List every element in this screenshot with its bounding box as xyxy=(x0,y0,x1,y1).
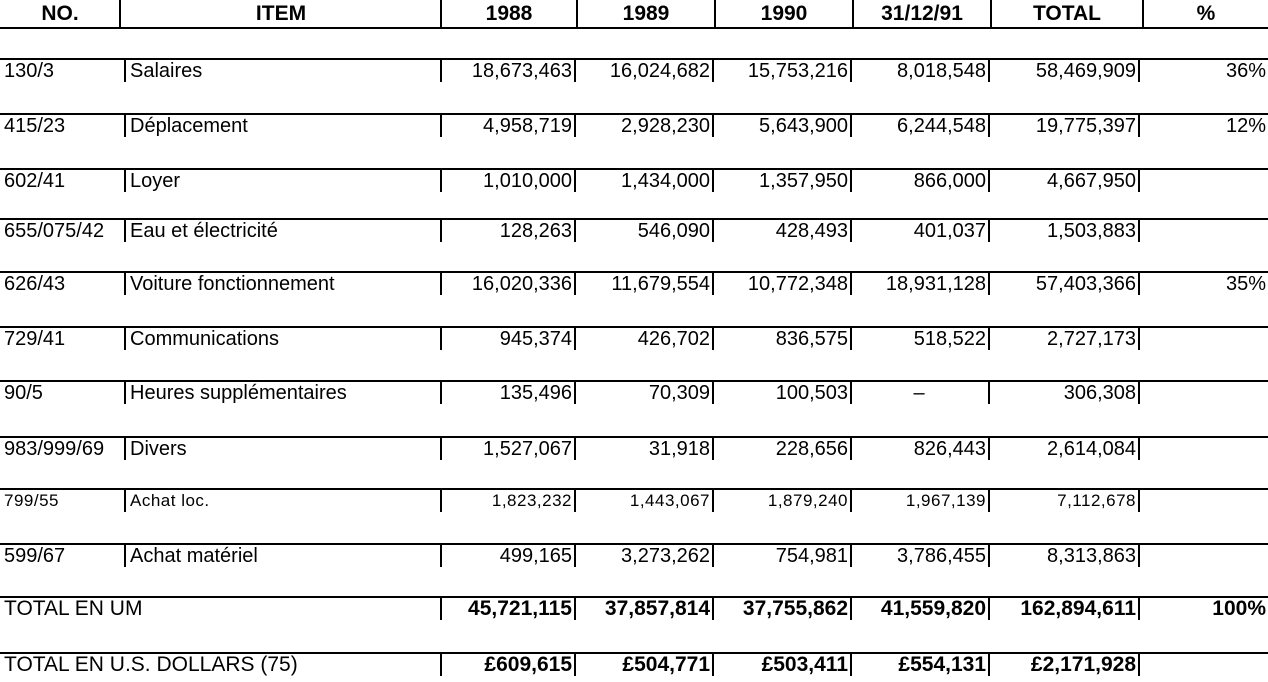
value-1990: 15,753,216 xyxy=(747,60,848,82)
value-pct: 36% xyxy=(1225,60,1266,82)
table-header xyxy=(0,0,1268,28)
cell-divider xyxy=(124,490,126,512)
value-1991: 401,037 xyxy=(913,220,986,242)
cell-divider xyxy=(124,60,126,82)
row-no: 655/075/42 xyxy=(4,220,105,242)
table-row xyxy=(0,436,1268,460)
table-row xyxy=(0,58,1268,82)
value-pct xyxy=(1140,326,1266,350)
value-1988: 128,263 xyxy=(499,220,572,242)
value-total: 306,308 xyxy=(1063,382,1136,404)
value-1990: 836,575 xyxy=(775,328,848,350)
total-um-pct: 100% xyxy=(1212,597,1266,620)
value-total: 8,313,863 xyxy=(1047,545,1136,567)
row-item: Achat loc. xyxy=(130,491,210,510)
cell-divider xyxy=(124,328,126,350)
total-um-1991: 41,559,820 xyxy=(880,597,986,620)
value-total: 58,469,909 xyxy=(1035,60,1136,82)
row-item: Déplacement xyxy=(130,115,248,137)
value-pct: 35% xyxy=(1225,273,1266,295)
value-1990: 1,879,240 xyxy=(767,491,848,510)
value-total: 4,667,950 xyxy=(1047,170,1136,192)
row-item: Salaires xyxy=(130,60,203,82)
cell-divider xyxy=(124,382,126,404)
value-total: 2,727,173 xyxy=(1047,328,1136,350)
row-no: 729/41 xyxy=(4,328,66,350)
value-1991: – xyxy=(913,382,925,404)
value-1989: 546,090 xyxy=(637,220,710,242)
value-total: 1,503,883 xyxy=(1047,220,1136,242)
value-1989: 1,434,000 xyxy=(621,170,710,192)
value-pct xyxy=(1140,488,1266,512)
header-1991: 31/12/91 xyxy=(881,2,963,25)
value-pct: 12% xyxy=(1225,115,1266,137)
value-total: 2,614,084 xyxy=(1047,438,1136,460)
header-total: TOTAL xyxy=(1032,2,1102,25)
row-no: 799/55 xyxy=(4,491,59,510)
row-item: Eau et électricité xyxy=(130,220,278,242)
value-1989: 1,443,067 xyxy=(629,491,710,510)
total-usd-1988: £609,615 xyxy=(484,653,572,676)
total-um-1988: 45,721,115 xyxy=(468,597,572,620)
total-um-label: TOTAL EN UM xyxy=(4,597,143,620)
row-no: 130/3 xyxy=(4,60,55,82)
cell-divider xyxy=(124,273,126,295)
table-row xyxy=(0,168,1268,192)
value-1990: 5,643,900 xyxy=(759,115,848,137)
total-usd-1991: £554,131 xyxy=(898,653,986,676)
total-um-row xyxy=(0,596,1268,620)
value-1988: 1,823,232 xyxy=(491,491,572,510)
value-pct xyxy=(1140,168,1266,192)
value-1991: 6,244,548 xyxy=(897,115,986,137)
value-1988: 1,010,000 xyxy=(483,170,572,192)
cell-divider xyxy=(124,220,126,242)
total-um-1989: 37,857,814 xyxy=(604,597,710,620)
table-row xyxy=(0,488,1268,512)
value-1991: 3,786,455 xyxy=(897,545,986,567)
total-usd-row xyxy=(0,652,1268,676)
table-row xyxy=(0,113,1268,137)
value-1990: 754,981 xyxy=(775,545,848,567)
header-1989: 1989 xyxy=(622,2,670,25)
header-1990: 1990 xyxy=(760,2,808,25)
value-1989: 2,928,230 xyxy=(621,115,710,137)
table-row xyxy=(0,218,1268,242)
value-1988: 18,673,463 xyxy=(471,60,572,82)
header-pct: % xyxy=(1196,2,1216,25)
total-um-total: 162,894,611 xyxy=(1020,597,1136,620)
value-1989: 31,918 xyxy=(648,438,710,460)
cell-divider xyxy=(124,115,126,137)
value-total: 7,112,678 xyxy=(1057,491,1136,510)
row-item: Achat matériel xyxy=(130,545,258,567)
value-1991: 866,000 xyxy=(913,170,986,192)
header-item: ITEM xyxy=(255,2,307,25)
value-1988: 945,374 xyxy=(499,328,572,350)
value-1989: 16,024,682 xyxy=(609,60,710,82)
total-usd-total: £2,171,928 xyxy=(1030,653,1136,676)
row-item: Heures supplémentaires xyxy=(130,382,347,404)
row-item: Communications xyxy=(130,328,279,350)
value-1988: 4,958,719 xyxy=(483,115,572,137)
value-pct xyxy=(1140,543,1266,567)
value-pct xyxy=(1140,436,1266,460)
value-1991: 18,931,128 xyxy=(885,273,986,295)
value-1989: 3,273,262 xyxy=(621,545,710,567)
table-row xyxy=(0,543,1268,567)
value-pct xyxy=(1140,218,1266,242)
cell-divider xyxy=(124,545,126,567)
row-item: Voiture fonctionnement xyxy=(130,273,335,295)
header-no: NO. xyxy=(41,2,79,25)
table-row xyxy=(0,380,1268,404)
value-1990: 228,656 xyxy=(775,438,848,460)
value-1988: 16,020,336 xyxy=(471,273,572,295)
value-1989: 426,702 xyxy=(637,328,710,350)
row-no: 983/999/69 xyxy=(4,438,105,460)
row-no: 415/23 xyxy=(4,115,66,137)
value-1991: 518,522 xyxy=(913,328,986,350)
total-usd-label: TOTAL EN U.S. DOLLARS (75) xyxy=(4,653,298,676)
value-1988: 1,527,067 xyxy=(483,438,572,460)
row-no: 626/43 xyxy=(4,273,66,295)
value-1990: 428,493 xyxy=(775,220,848,242)
value-total: 57,403,366 xyxy=(1035,273,1136,295)
header-1988: 1988 xyxy=(485,2,533,25)
cell-divider xyxy=(124,170,126,192)
value-pct xyxy=(1140,380,1266,404)
value-1991: 8,018,548 xyxy=(897,60,986,82)
value-1991: 826,443 xyxy=(913,438,986,460)
cell-divider xyxy=(124,438,126,460)
value-1990: 1,357,950 xyxy=(759,170,848,192)
row-item: Divers xyxy=(130,438,187,460)
total-usd-1990: £503,411 xyxy=(761,653,848,676)
value-1989: 11,679,554 xyxy=(611,273,710,295)
row-item: Loyer xyxy=(130,170,181,192)
value-1989: 70,309 xyxy=(648,382,710,404)
total-usd-pct xyxy=(1140,652,1266,676)
value-total: 19,775,397 xyxy=(1035,115,1136,137)
value-1988: 499,165 xyxy=(499,545,572,567)
table-row xyxy=(0,326,1268,350)
row-no: 599/67 xyxy=(4,545,66,567)
row-no: 602/41 xyxy=(4,170,66,192)
header-rule xyxy=(0,27,1268,29)
value-1991: 1,967,139 xyxy=(905,491,986,510)
table-row xyxy=(0,271,1268,295)
value-1990: 10,772,348 xyxy=(747,273,848,295)
total-um-1990: 37,755,862 xyxy=(742,597,848,620)
row-no: 90/5 xyxy=(4,382,43,404)
value-1988: 135,496 xyxy=(499,382,572,404)
value-1990: 100,503 xyxy=(775,382,848,404)
total-usd-1989: £504,771 xyxy=(622,653,710,676)
